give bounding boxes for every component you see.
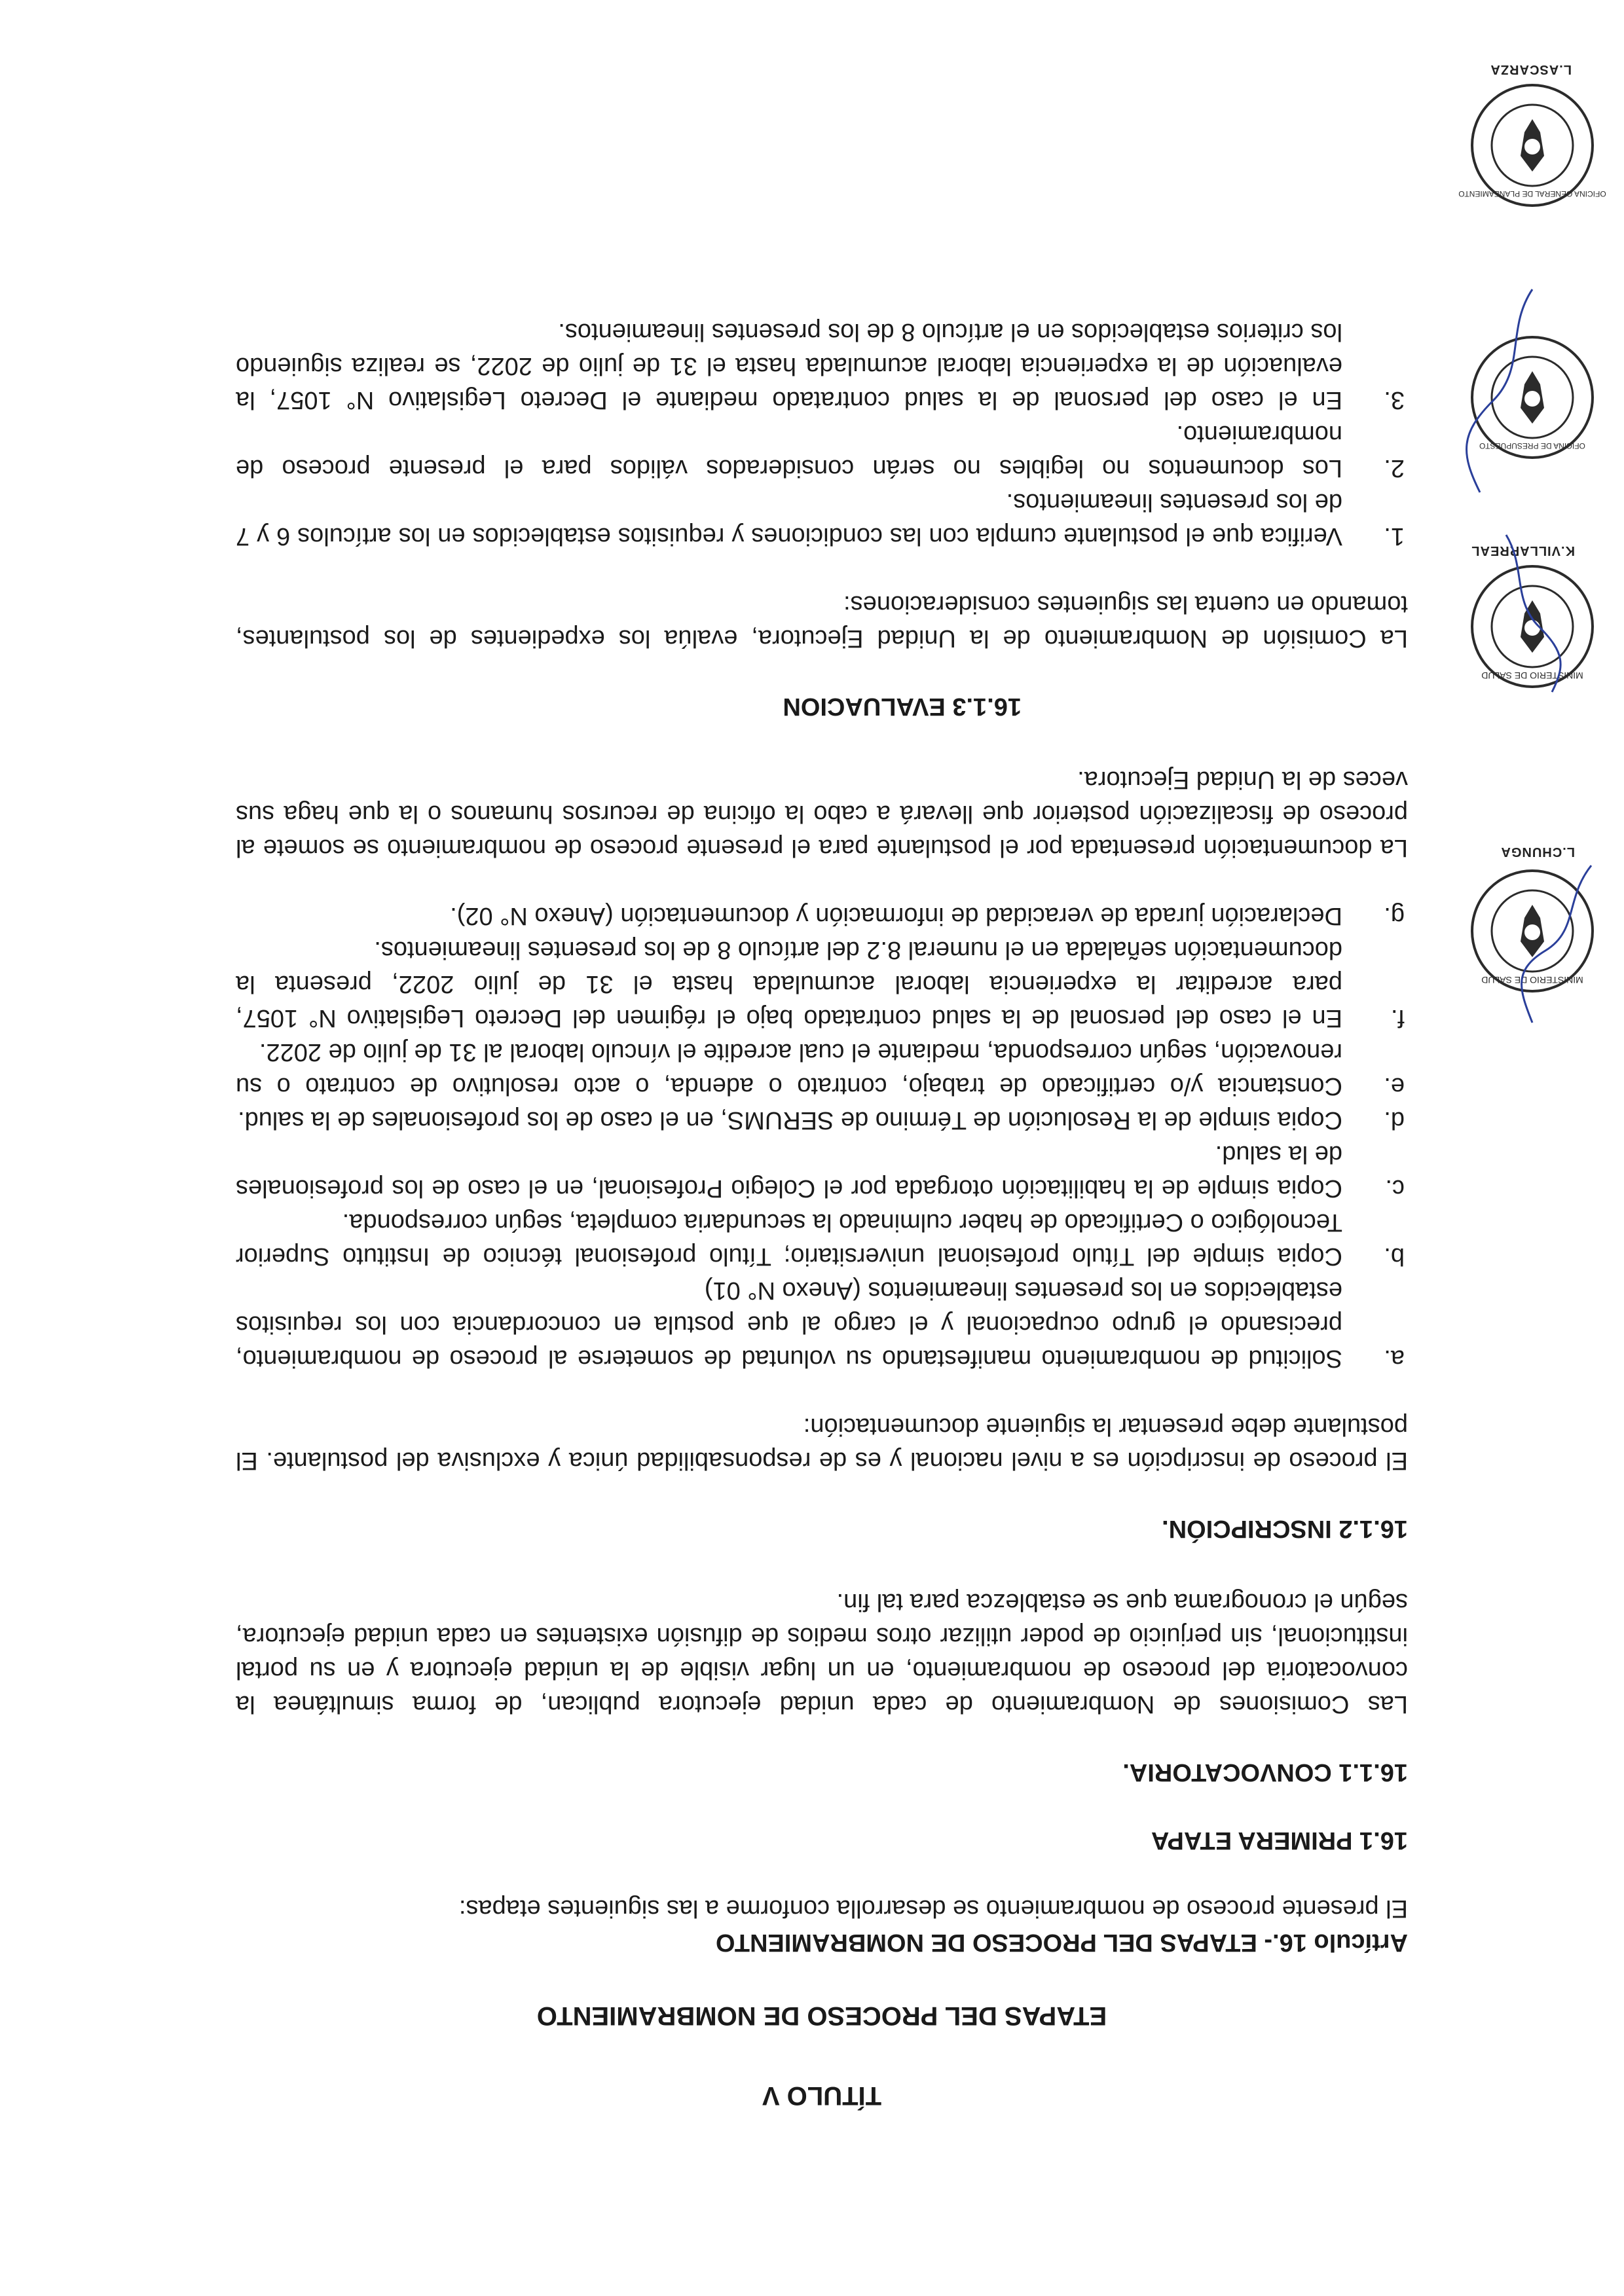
list-item-label: c.	[1385, 1175, 1405, 1202]
svg-text:MINISTERIO DE SALUD: MINISTERIO DE SALUD	[1481, 975, 1583, 985]
list-item-label: e.	[1384, 1072, 1405, 1100]
list-item-text: Verifica que el postulante cumpla con las condiciones y requisitos establecidos en los artículos 6 y 7 de los presentes lineamientos.	[236, 488, 1342, 550]
convocatoria-text: Las Comisiones de Nombramiento de cada unidad ejecutora publican, de forma simultánea la convocatoria del proceso de nombramiento, en un lugar visible de la unidad ejecutora y en su portal institucional, sin perjuicio de poder utilizar otros medios de difusión existentes en cada unidad ejecutora, según el cronograma que se establezca para tal fin.	[236, 1588, 1408, 1718]
signature-stroke	[1447, 283, 1545, 499]
list-item	[236, 1035, 1408, 1103]
list-item	[236, 1273, 1408, 1376]
list-item-text: Constancia y/o certificado de trabajo, contrato o adenda, o acto resolutivo de contrato o su renovación, según corresponda, mediante el cual acredite el vínculo laboral al 31 de julio de 2022.	[236, 1038, 1342, 1100]
list-item-label: a.	[1384, 1345, 1405, 1372]
document-subtitle: ETAPAS DEL PROCESO DE NOMBRAMIENTO	[536, 2001, 1107, 2030]
list-item	[236, 1205, 1408, 1273]
signature-icon	[1447, 283, 1545, 499]
list-item-label: d.	[1384, 1106, 1405, 1134]
document-body	[236, 315, 1408, 2113]
list-item-label: 2.	[1384, 454, 1405, 482]
convocatoria-heading: 16.1.1 CONVOCATORIA.	[1122, 1758, 1408, 1786]
list-item	[236, 417, 1408, 485]
list-item	[236, 1137, 1408, 1205]
stage-heading: 16.1 PRIMERA ETAPA	[1151, 1827, 1408, 1854]
list-item-text: Copia simple de la Resolución de Término de SERUMS, en el caso de los profesionales de la salud.	[238, 1106, 1342, 1134]
list-item-text: Copia simple del Título profesional universitario; Título profesional técnico de Instituto Superior Tecnológico o Certificado de haber culminado la secundaria completa, según corresponda.	[236, 1209, 1342, 1270]
list-item-label: f.	[1390, 1004, 1405, 1032]
list-item-label: b.	[1384, 1243, 1405, 1270]
list-item-text: En el caso del personal de la salud contratado bajo el régimen del Decreto Legislativo N° 1057, para acreditar la experiencia laboral acumulada hasta el 31 de julio 2022, presenta la documentación señalada en el numeral 8.2 del artículo 8 de los presentes lineamientos.	[236, 936, 1342, 1032]
list-item-label: g.	[1384, 902, 1405, 930]
list-item	[236, 899, 1408, 933]
list-item	[236, 315, 1408, 417]
list-item-text: Declaración jurada de veracidad de información y documentación (Anexo N° 02).	[450, 902, 1342, 930]
list-item-text: Solicitud de nombramiento manifestando su voluntad de someterse al proceso de nombramiento, precisando el grupo ocupacional y el cargo al que postula en concordancia con los requisitos establecidos en los presentes lineamientos (Anexo N° 01)	[236, 1277, 1342, 1372]
evaluacion-heading: 16.1.3 EVALUACION	[783, 693, 1022, 720]
list-item-text: En el caso del personal de la salud contratado mediante el Decreto Legislativo N° 1057, la evaluación de la experiencia laboral acumulada hasta el 31 de julio de 2022, se realiza siguiendo los criterios establecidos en el artículo 8 de los presentes lineamientos.	[236, 318, 1342, 414]
stamp-name-k-villarreal: K.VILLARREAL	[1471, 543, 1575, 558]
signature-stroke	[1506, 859, 1604, 1029]
stamp-l-ascarza	[1458, 80, 1606, 211]
svg-text:OFICINA DE PRESUPUESTO: OFICINA DE PRESUPUESTO	[1479, 441, 1585, 450]
signature-stroke	[1486, 528, 1585, 699]
document-title: TÍTULO V	[762, 2081, 882, 2110]
list-item	[236, 1103, 1408, 1137]
signature-icon	[1506, 859, 1604, 1029]
list-item-text: Copia simple de la habilitación otorgada por el Colegio Profesional, en el caso de los profesionales de la salud.	[236, 1140, 1342, 1202]
list-item	[236, 485, 1408, 553]
article-intro: El presente proceso de nombramiento se desarrolla conforme a las siguientes etapas:	[458, 1895, 1408, 1922]
stamp-name-l-ascarza: L.ASCARZA	[1490, 62, 1572, 77]
inscripcion-list	[236, 899, 1408, 1376]
list-item-label: 1.	[1384, 522, 1405, 550]
svg-text:MINISTERIO DE SALUD: MINISTERIO DE SALUD	[1481, 670, 1583, 681]
ministry-seal-icon	[1458, 80, 1606, 211]
evaluacion-intro: La Comisión de Nombramiento de la Unidad Ejecutora, evalúa los expedientes de los postulantes, tomando en cuenta las siguientes consideraciones:	[236, 591, 1408, 652]
stamp-name-l-chunga: L.CHUNGA	[1500, 845, 1575, 859]
evaluacion-list	[236, 315, 1408, 553]
inscripcion-closing: La documentación presentada por el postulante para el presente proceso de nombramiento se somete al proceso de fiscalización posterior que llevará a cabo la oficina de recursos humanos o la que haga sus veces de la Unidad Ejecutora.	[236, 766, 1408, 862]
list-item-text: Los documentos no legibles no serán considerados válidos para el presente proceso de nombramiento.	[236, 420, 1342, 482]
inscripcion-intro: El proceso de inscripción es a nivel nacional y es de responsabilidad única y exclusiva del postulante. El postulante debe presentar la siguiente documentación:	[236, 1413, 1408, 1474]
article-heading: Artículo 16.- ETAPAS DEL PROCESO DE NOMBRAMIENTO	[715, 1929, 1408, 1956]
signature-icon	[1486, 528, 1585, 699]
svg-text:OFICINA GENERAL DE PLANEAMIENT: OFICINA GENERAL DE PLANEAMIENTO	[1458, 189, 1606, 198]
inscripcion-heading: 16.1.2 INSCRIPCIÓN.	[1162, 1515, 1408, 1542]
list-item-label: 3.	[1384, 386, 1405, 414]
list-item	[236, 933, 1408, 1035]
